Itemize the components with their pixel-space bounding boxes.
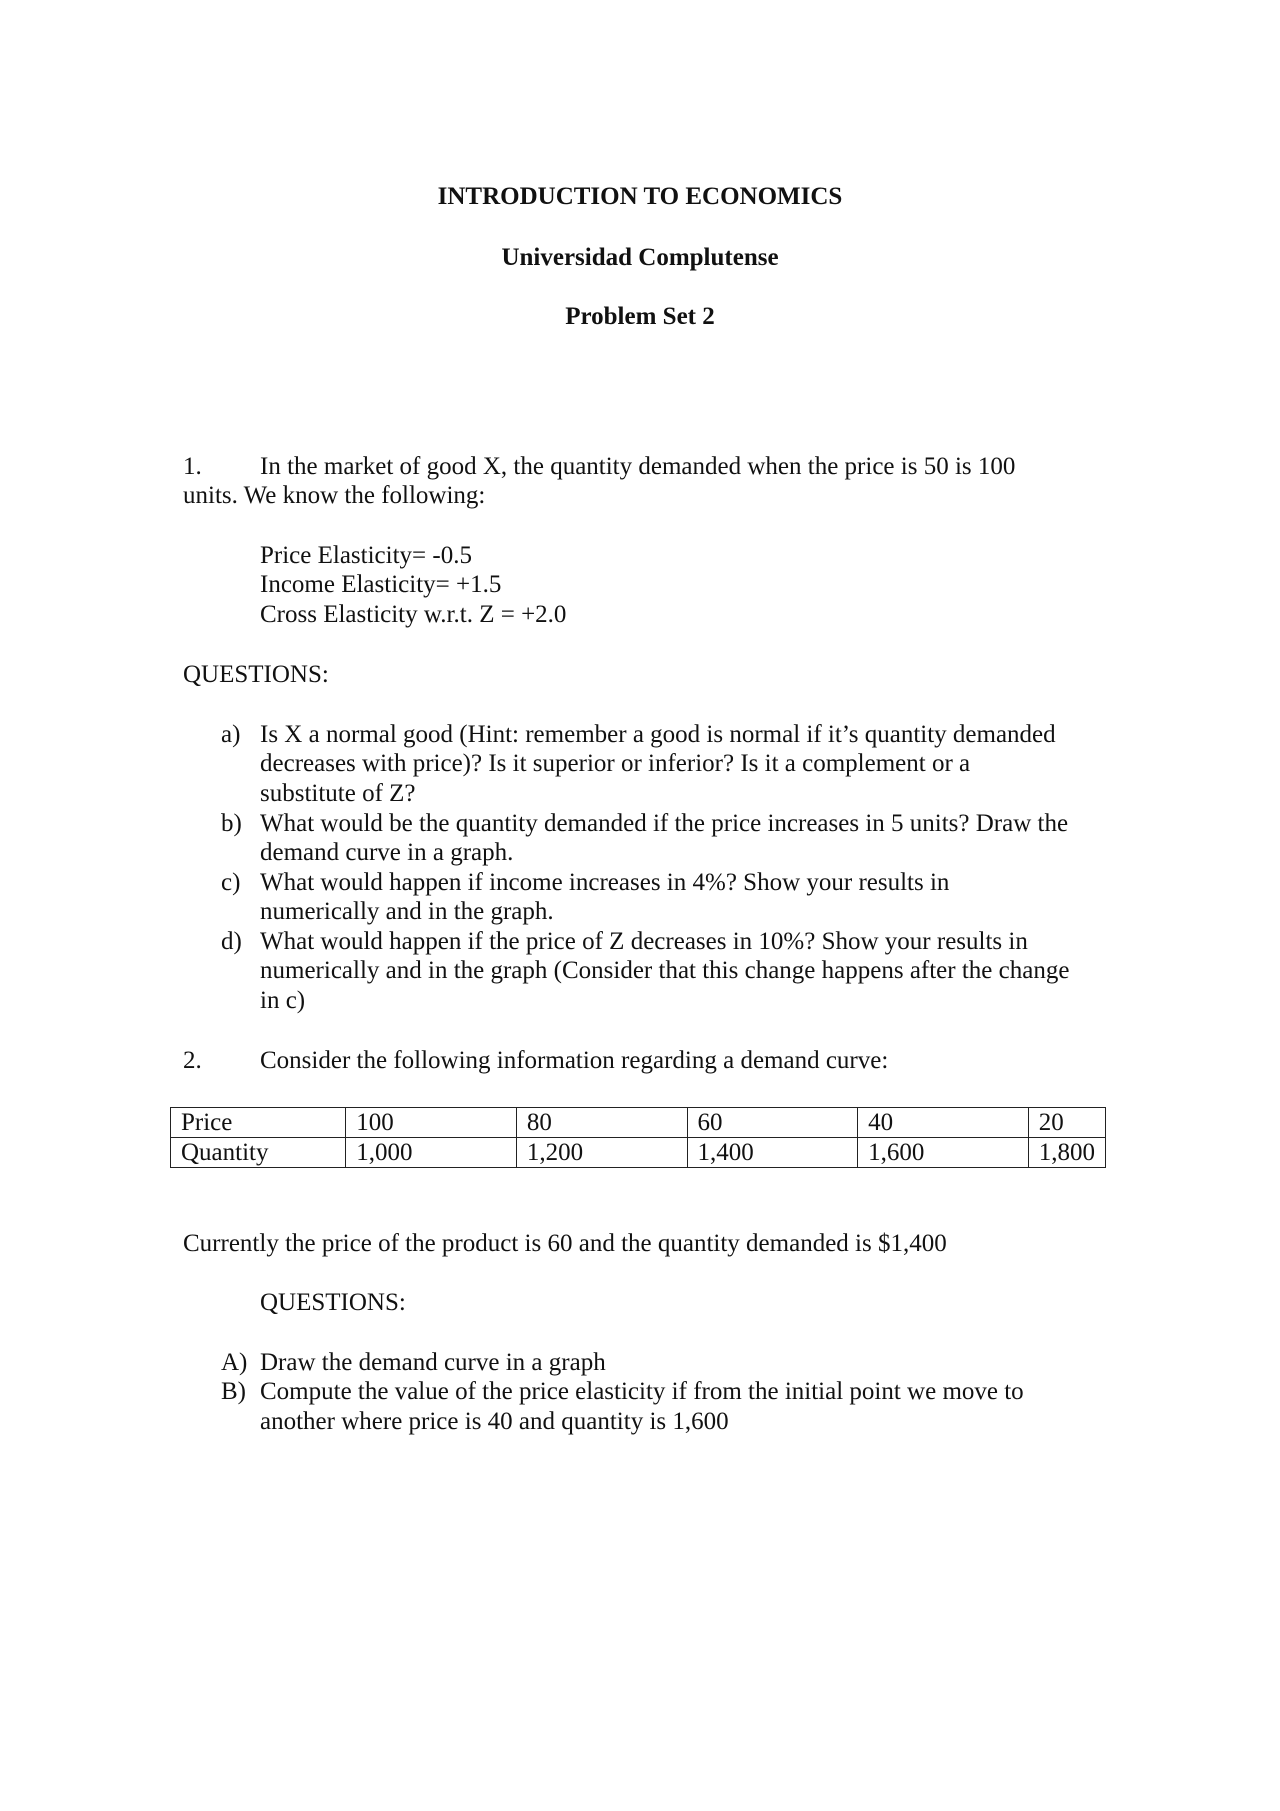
- question-a-line1: Is X a normal good (Hint: remember a good is normal if it’s quantity demanded: [260, 721, 1056, 748]
- table-row-price: [171, 1108, 1106, 1138]
- question-B-line1: Compute the value of the price elasticity if from the initial point we move to: [260, 1378, 1024, 1405]
- question-a-line2: decreases with price)? Is it superior or inferior? Is it a complement or a: [260, 750, 971, 777]
- question-A-label: A): [221, 1349, 248, 1376]
- question-d-line1: What would happen if the price of Z decreases in 10%? Show your results in: [260, 928, 1028, 955]
- table-cell: 80: [516, 1108, 687, 1138]
- question-d-line3: in c): [260, 987, 306, 1014]
- question-c-line2: numerically and in the graph.: [260, 898, 554, 925]
- table-row-quantity: [171, 1138, 1106, 1168]
- question-A-line1: Draw the demand curve in a graph: [260, 1349, 606, 1376]
- question-b-line1: What would be the quantity demanded if the price increases in 5 units? Draw the: [260, 810, 1069, 837]
- problem2-intro: 2. Consider the following information regarding a demand curve:: [183, 1047, 889, 1074]
- question-c-line1: What would happen if income increases in 4%? Show your results in: [260, 869, 950, 896]
- problem1-number: 1.: [183, 453, 202, 480]
- table-cell: 1,600: [858, 1138, 1029, 1168]
- fact-cross-elasticity: Cross Elasticity w.r.t. Z = +2.0: [260, 601, 567, 628]
- problem-set-label: Problem Set 2: [565, 303, 715, 330]
- problem2-questions-heading: QUESTIONS:: [260, 1289, 406, 1316]
- table-cell: Quantity: [171, 1138, 346, 1168]
- question-a-label: a): [221, 721, 241, 748]
- fact-price-elasticity: Price Elasticity= -0.5: [260, 542, 472, 569]
- question-b-label: b): [221, 810, 242, 837]
- university-name: Universidad Complutense: [501, 244, 779, 271]
- problem2-number: 2.: [183, 1047, 202, 1074]
- problem1-intro-line2: units. We know the following:: [183, 482, 486, 509]
- table-cell: 1,200: [516, 1138, 687, 1168]
- table-cell: 20: [1028, 1108, 1105, 1138]
- question-d-line2: numerically and in the graph (Consider that this change happens after the change: [260, 957, 1070, 984]
- question-c-label: c): [221, 869, 241, 896]
- question-B-label: B): [221, 1378, 246, 1405]
- question-b-line2: demand curve in a graph.: [260, 839, 514, 866]
- current-state-text: Currently the price of the product is 60 and the quantity demanded is $1,400: [183, 1230, 947, 1257]
- document-title: INTRODUCTION TO ECONOMICS: [437, 183, 843, 210]
- table-cell: 100: [346, 1108, 517, 1138]
- table-cell: 1,800: [1028, 1138, 1105, 1168]
- question-d-label: d): [221, 928, 242, 955]
- fact-income-elasticity: Income Elasticity= +1.5: [260, 571, 502, 598]
- table-cell: 1,400: [687, 1138, 858, 1168]
- problem1-questions-heading: QUESTIONS:: [183, 661, 329, 688]
- table-cell: 60: [687, 1108, 858, 1138]
- table-cell: Price: [171, 1108, 346, 1138]
- question-a-line3: substitute of Z?: [260, 780, 416, 807]
- problem1-intro-line1: 1. In the market of good X, the quantity demanded when the price is 50 is 100: [183, 453, 1016, 480]
- table-cell: 40: [858, 1108, 1029, 1138]
- demand-table: [170, 1107, 1106, 1168]
- question-B-line2: another where price is 40 and quantity is 1,600: [260, 1408, 729, 1435]
- table-cell: 1,000: [346, 1138, 517, 1168]
